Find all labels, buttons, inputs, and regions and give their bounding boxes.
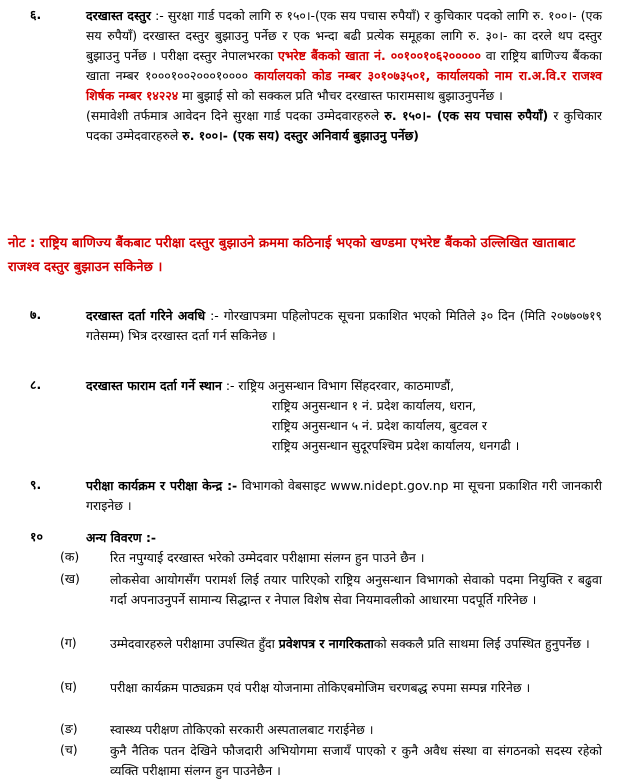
section-8-line-1: :- राष्ट्रिय अनुसन्धान विभाग सिंहदरवार, काठमाण्डौं, xyxy=(225,378,455,393)
guard-fee-amount: रु. १५०।- (एक सय पचास रुपैयाँ) xyxy=(384,108,549,123)
item-text: परीक्षा कार्यक्रम पाठ्यक्रम एवं परीक्ष योजनामा तोकिएबमोजिम चरणबद्ध रुपमा सम्पन्न गरिनेछ । xyxy=(110,680,531,695)
section-9-title: परीक्षा कार्यक्रम र परीक्षा केन्द्र :- xyxy=(86,478,238,493)
item-label: (च) xyxy=(60,742,78,757)
section-8-line-3: राष्ट्रिय अनुसन्धान ५ नं. प्रदेश कार्यालय, बुटवल र xyxy=(272,418,487,433)
section-8-line-2: राष्ट्रिय अनुसन्धान १ नं. प्रदेश कार्यालय, धरान, xyxy=(272,398,477,413)
everest-account-number: एभरेष्ट बैंकको खाता नं. ००१००१०६२००००० xyxy=(277,48,481,63)
section-6-title: दरखास्त दस्तुर xyxy=(86,8,151,23)
item-ga-post: को सक्कलै प्रति साथमा लिई उपस्थित हुनुपर्नेछ । xyxy=(373,636,590,651)
red-note: नोट : राष्ट्रिय बाणिज्य बैंकबाट परीक्षा दस्तुर बुझाउने क्रममा कठिनाई भएको खण्डमा एभरेष्ट बैंकको उल्लिखित खाताबाट राजश्व दस्तुर बुझाउन सकिनेछ । xyxy=(8,236,576,275)
section-9-text: विभागको वेबसाइट www.nidept.gov.np मा सूचना प्रकाशित गरी जानकारी गराइनेछ । xyxy=(86,478,602,513)
item-text xyxy=(110,634,602,654)
admit-card-citizenship: प्रवेशपत्र र नागरिकता xyxy=(278,636,374,651)
section-8-line-4: राष्ट्रिय अनुसन्धान सुदूरपश्चिम प्रदेश कार्यालय, धनगढी । xyxy=(272,438,520,453)
item-text: कुनै नैतिक पतन देखिने फौजदारी अभियोगमा सजायँ पाएको र कुनै अवैध संस्था वा संगठनको सदस्य रहेको व्यक्ति परीक्षामा संलग्न हुन पाउनेछैन । xyxy=(110,743,602,778)
section-8-title: दरखास्त फाराम दर्ता गर्ने स्थान xyxy=(86,378,222,393)
section-8-number: ८. xyxy=(30,377,42,392)
section-6-text-4: (समावेशी तर्फमात्र आवेदन दिने सुरक्षा गार्ड पदका उम्मेदवारहरुले xyxy=(86,108,380,123)
item-label: (क) xyxy=(60,549,80,564)
section-9-number: ९. xyxy=(30,477,42,492)
section-7-body xyxy=(86,306,602,346)
item-text: रित नपुग्याई दरखास्त भरेको उम्मेदवार परीक्षामा संलग्न हुन पाउने छैन । xyxy=(110,550,425,565)
cleaner-fee-amount: रु. १००।- (एक सय) दस्तुर अनिवार्य बुझाउनु पर्नेछ) xyxy=(182,128,419,143)
section-6-body xyxy=(86,6,602,146)
item-label: (ग) xyxy=(60,635,77,650)
section-10-title: अन्य विवरण :- xyxy=(86,530,157,545)
office-code-revenue-heading: कार्यालयको कोड नम्बर ३०१०७३५०१, कार्यालयको नाम रा.अ.वि.र राजश्व शिर्षक नम्बर १४२२४ xyxy=(86,68,602,103)
item-label: (ख) xyxy=(60,571,80,586)
section-9-body xyxy=(86,476,602,516)
section-6-text-2: वा राष्ट्रिय बाणिज्य बैंकका खाता नम्बर १०००१००२०००१०००० xyxy=(86,48,602,83)
item-text: स्वास्थ्य परीक्षण तोकिएको सरकारी अस्पतालबाट गराईनेछ । xyxy=(110,722,374,737)
section-7-number: ७. xyxy=(30,307,42,322)
section-8-body xyxy=(86,376,602,456)
section-6-text-5: र कुचिकार पदका उम्मेदवारहरुले xyxy=(86,108,602,143)
section-6-text-1: :- सुरक्षा गार्ड पदको लागि रु १५०।-(एक सय पचास रुपैयाँ) र कुचिकार पदको लागि रु. १००।- (एक सय रुपैयाँ) दरखास्त दस्तुर बुझाउनु पर्नेछ र एक भन्दा बढी प्रत्येक समूहका लागि रु. ३०।- का दरले थप दस्तुर बुझाउनु पर्नेछ । परीक्षा दस्तुर नेपालभरका xyxy=(86,8,603,63)
item-label: (ङ) xyxy=(60,721,78,736)
item-label: (घ) xyxy=(60,679,77,694)
section-6-text-3: मा बुझाई सो को सक्कल प्रति भौचर दरखास्त फारामसाथ बुझाउनुपर्नेछ । xyxy=(182,88,503,103)
section-10-heading xyxy=(86,528,602,548)
section-7-text: :- गोरखापत्रमा पहिलोपटक सूचना प्रकाशित भएको मितिले ३० दिन (मिति २०७७०७१९ गतेसम्म) भित्र दरखास्त दर्ता गर्न सकिनेछ । xyxy=(86,308,602,343)
section-6-number: ६. xyxy=(30,7,42,22)
item-text: लोकसेवा आयोगसँग परामर्श लिई तयार पारिएको राष्ट्रिय अनुसन्धान विभागको सेवाको पदमा नियुक्ति र बढुवा गर्दा अपनाउनुपर्ने सामान्य सिद्धान्त र नेपाल विशेष सेवा नियमावलीको आधारमा पदपूर्ति गरिनेछ । xyxy=(110,572,602,607)
section-10-number: १० xyxy=(30,529,43,544)
section-7-title: दरखास्त दर्ता गरिने अवधि xyxy=(86,308,206,323)
item-ga-pre: उम्मेदवारहरुले परीक्षामा उपस्थित हुँदा xyxy=(110,636,275,651)
